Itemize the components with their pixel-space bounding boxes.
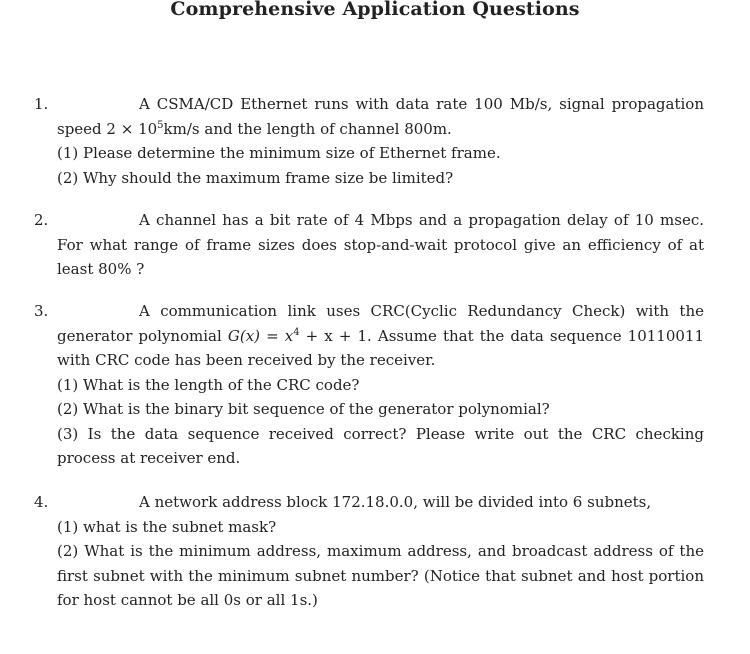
sub-question: (2) What is the minimum address, maximum address, and broadcast address of the first subnet with the minimum subnet number? (Notice that subnet and host portion for host cannot be all 0s or all 1s.) <box>57 542 704 609</box>
exponent: 5 <box>157 119 164 131</box>
generator-polynomial <box>228 327 367 345</box>
page-title: Comprehensive Application Questions <box>170 0 580 20</box>
problem-statement <box>57 92 704 141</box>
problem-number: 1. <box>34 95 49 113</box>
problem-body <box>57 208 704 282</box>
sub-question: (1) what is the subnet mask? <box>57 517 277 536</box>
sub-question: (1) Please determine the minimum size of Ethernet frame. <box>57 144 501 162</box>
problem-body <box>57 490 704 613</box>
statement-text: A communication link uses CRC(Cyclic Redundancy Check) with the generator polynomial <box>57 302 704 345</box>
statement-text-rest: . Assume that the data sequence 10110011 with CRC code has been received by the receiver. <box>57 326 704 369</box>
poly-eq: = <box>260 326 285 345</box>
poly-rest: + x + 1 <box>299 326 368 345</box>
sub-question: (2) What is the binary bit sequence of the generator polynomial? <box>57 400 550 418</box>
problem-statement <box>57 299 704 373</box>
problem-statement: A channel has a bit rate of 4 Mbps and a propagation delay of 10 msec. For what range of frame sizes does stop-and-wait protocol give an efficiency of at least 80% ? <box>57 211 704 278</box>
sub-question: (3) Is the data sequence received correct? Please write out the CRC checking process at receiver end. <box>57 424 704 467</box>
problem-number: 4. <box>34 493 49 511</box>
problem-number: 2. <box>34 211 49 229</box>
poly-x: x <box>284 326 294 345</box>
problem-statement: A network address block 172.18.0.0, will be divided into 6 subnets, <box>139 493 652 511</box>
problem-body <box>57 92 704 190</box>
poly-lhs: G(x) <box>227 326 261 345</box>
problem-body <box>57 299 704 471</box>
sub-question: (1) What is the length of the CRC code? <box>57 375 360 394</box>
statement-text: A CSMA/CD Ethernet runs with data rate 100 Mb/s, signal propagation speed 2 × 10 <box>57 95 704 138</box>
statement-text-rest: km/s and the length of channel 800m. <box>163 119 452 138</box>
problem-number: 3. <box>34 302 49 320</box>
poly-exponent: 4 <box>293 326 300 338</box>
sub-question: (2) Why should the maximum frame size be limited? <box>57 168 454 187</box>
